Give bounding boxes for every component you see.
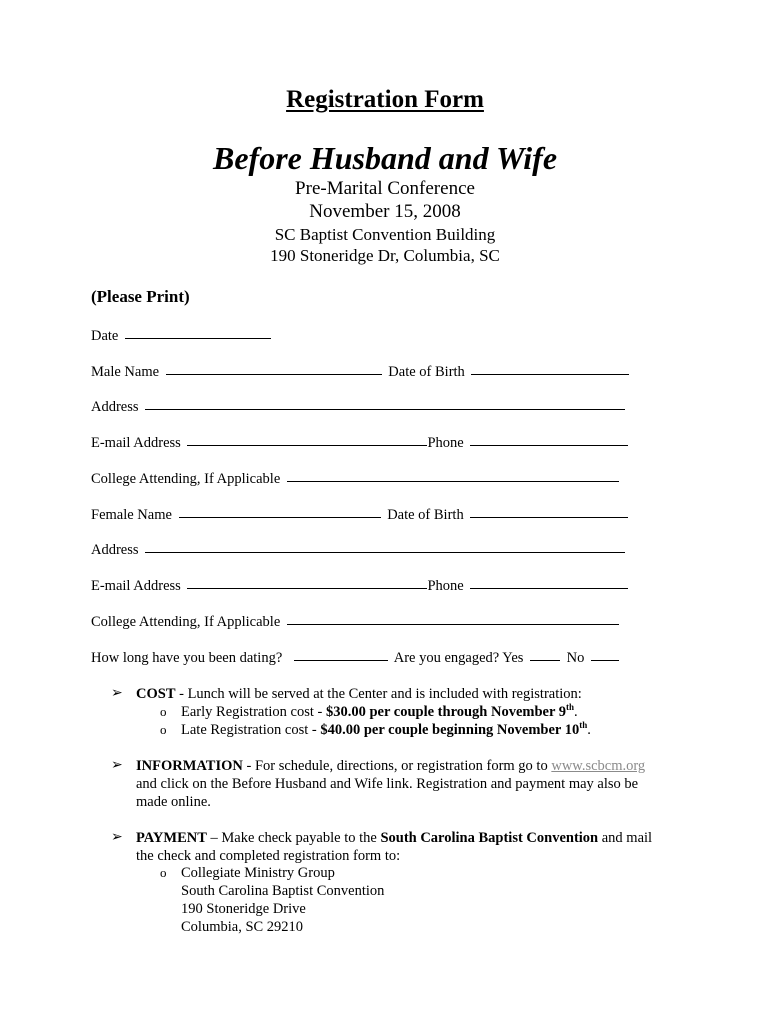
event-type: Pre-Marital Conference [295,178,475,199]
website-link[interactable]: www.scbcm.org [551,758,646,774]
information-line [136,757,645,775]
engaged-no-label: No [566,650,585,666]
engaged-no-blank[interactable] [591,659,619,661]
circle-bullet-icon: o [160,865,167,880]
female-address-row [91,542,628,559]
male-address-blank[interactable] [145,408,625,410]
male-email-label: E-mail Address [91,435,181,451]
payment-text-2: the check and completed registration form to: [136,848,401,864]
relationship-row [91,650,622,667]
dating-label: How long have you been dating? [91,650,283,666]
male-dob-label: Date of Birth [388,364,465,380]
male-college-label: College Attending, If Applicable [91,471,281,487]
information-text-2: and click on the Before Husband and Wife link. Registration and payment may also be [136,776,639,792]
early-cost-sup: th [566,702,575,713]
late-cost-prefix: Late Registration cost - [181,722,321,738]
late-cost-sup: th [579,720,588,731]
male-email-blank[interactable] [187,444,427,446]
mailing-address-line-3: 190 Stoneridge Drive [181,901,306,917]
payment-text-end: and mail [598,830,653,846]
circle-bullet-icon: o [160,722,167,737]
female-phone-label: Phone [427,578,464,594]
engaged-label: Are you engaged? Yes [393,650,524,666]
female-college-blank[interactable] [287,623,619,625]
female-college-row [91,614,622,631]
payment-payee: South Carolina Baptist Convention [380,830,599,846]
male-phone-blank[interactable] [470,444,628,446]
mailing-address [181,864,384,936]
late-cost-line: Late Registration cost - $40.00 per couple beginning November 10th. [181,720,591,738]
female-address-blank[interactable] [145,551,625,553]
arrow-bullet-icon: ➢ [111,830,123,845]
date-label: Date [91,328,119,344]
male-name-row [91,364,632,381]
dating-blank[interactable] [294,659,388,661]
female-email-row [91,578,631,595]
female-college-label: College Attending, If Applicable [91,614,281,630]
mailing-address-line-2: South Carolina Baptist Convention [181,883,385,899]
date-row [91,328,274,345]
male-phone-label: Phone [427,435,464,451]
male-name-blank[interactable] [166,373,382,375]
information-label: INFORMATION [136,758,243,774]
event-title: Before Husband and Wife [212,140,558,176]
early-cost-amount: $30.00 per couple through November 9 [325,704,567,720]
mailing-address-line-4: Columbia, SC 29210 [181,919,304,935]
cost-line [136,685,582,703]
female-dob-blank[interactable] [470,516,628,518]
female-email-blank[interactable] [187,587,427,589]
male-address-row [91,399,628,416]
female-dob-label: Date of Birth [387,507,464,523]
payment-label: PAYMENT [136,830,207,846]
female-name-label: Female Name [91,507,172,523]
male-dob-blank[interactable] [471,373,629,375]
late-cost-amount: $40.00 per couple beginning November 10 [320,722,580,738]
payment-line [136,829,652,847]
payment-text: – Make check payable to the [206,830,381,846]
male-college-row [91,471,622,488]
information-text: - For schedule, directions, or registration form go to [242,758,552,774]
male-email-row [91,435,631,452]
cost-label: COST [136,686,176,702]
female-name-blank[interactable] [179,516,381,518]
female-email-label: E-mail Address [91,578,181,594]
date-blank[interactable] [125,337,271,339]
female-name-row [91,507,631,524]
arrow-bullet-icon: ➢ [111,686,123,701]
male-address-label: Address [91,399,139,415]
mailing-address-line-1: Collegiate Ministry Group [181,865,335,881]
information-text-3: made online. [136,794,211,810]
early-cost-prefix: Early Registration cost - [181,704,326,720]
female-address-label: Address [91,542,139,558]
event-address: 190 Stoneridge Dr, Columbia, SC [270,246,500,265]
event-date: November 15, 2008 [309,201,461,222]
male-name-label: Male Name [91,364,160,380]
form-title: Registration Form [286,86,484,113]
event-venue: SC Baptist Convention Building [274,225,496,244]
please-print-note: (Please Print) [91,287,190,306]
engaged-yes-blank[interactable] [530,659,560,661]
male-college-blank[interactable] [287,480,619,482]
arrow-bullet-icon: ➢ [111,758,123,773]
circle-bullet-icon: o [160,704,167,719]
cost-text: - Lunch will be served at the Center and is included with registration: [175,686,582,702]
female-phone-blank[interactable] [470,587,628,589]
early-cost-line: Early Registration cost - $30.00 per couple through November 9th. [181,702,578,720]
